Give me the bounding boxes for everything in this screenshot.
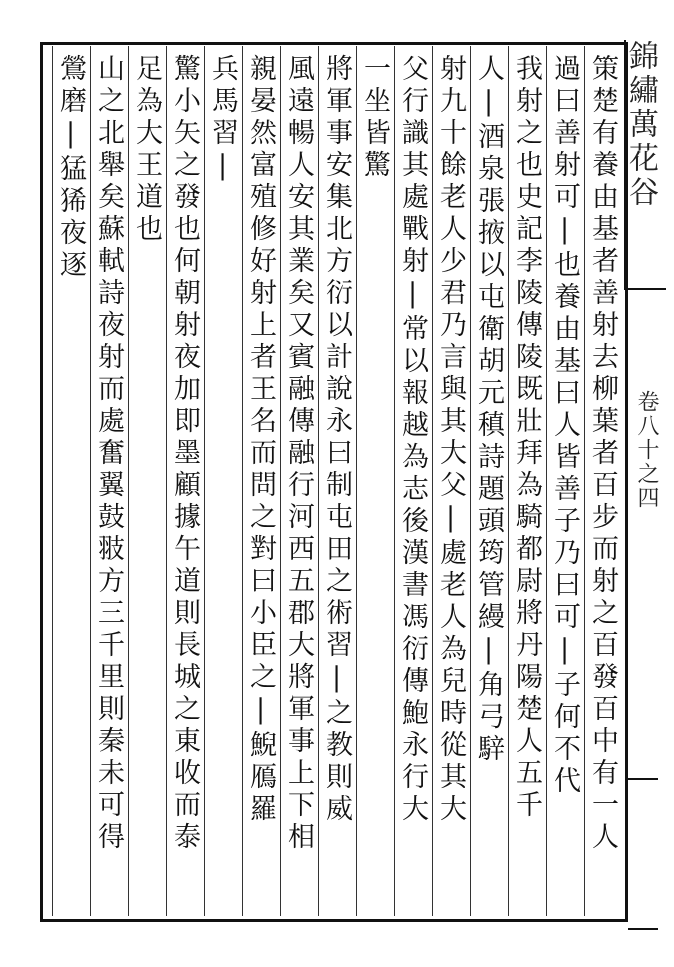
text-column-7: 一坐皆驚 [356,46,392,916]
margin-volume: 卷八十之四 [634,390,659,510]
text-column-8: 將軍事安集北方衍以計說永曰制屯田之術習|之教則威 [318,46,354,916]
text-column-3: 我射之也史記李陵傳陵既壯拜為騎都尉將丹陽楚人五千 [508,46,544,916]
margin-tick [628,928,658,930]
text-column-5: 射九十餘老人少君乃言與其大父|處老人為兒時從其大 [432,46,468,916]
text-column-12: 驚小矢之發也何朝射夜加即墨顧據午道則長城之東收而泰 [166,46,202,916]
margin-title: 錦繡萬花谷 [623,40,658,210]
text-column-14: 山之北舉矣蘇軾詩夜射而處奮翼鼓翄方三千里則秦未可得 [90,46,126,916]
text-column-15: 鶯磨|猛狶夜逐 [52,46,88,916]
text-column-13: 足為大王道也 [128,46,164,916]
text-column-2: 過曰善射可|也養由基曰人皆善子乃曰可|子何不代 [546,46,582,916]
text-column-1: 策楚有養由基者善射去柳葉者百步而射之百發百中有一人 [584,46,620,916]
margin-tick [628,778,658,780]
text-column-11: 兵馬習| [204,46,240,916]
text-column-6: 父行識其處戰射|常以報越為志後漢書馮衍傳鮑永行大 [394,46,430,916]
text-column-9: 風遠暢人安其業矣又賓融傳融行河西五郡大將軍事上下相 [280,46,316,916]
text-column-10: 親晏然富殖修好射上者王名而問之對曰小臣之|鯢鴈羅 [242,46,278,916]
text-column-4: 人|酒泉張掖以屯衛胡元稹詩題頭筠管縵|角弓騂 [470,46,506,916]
